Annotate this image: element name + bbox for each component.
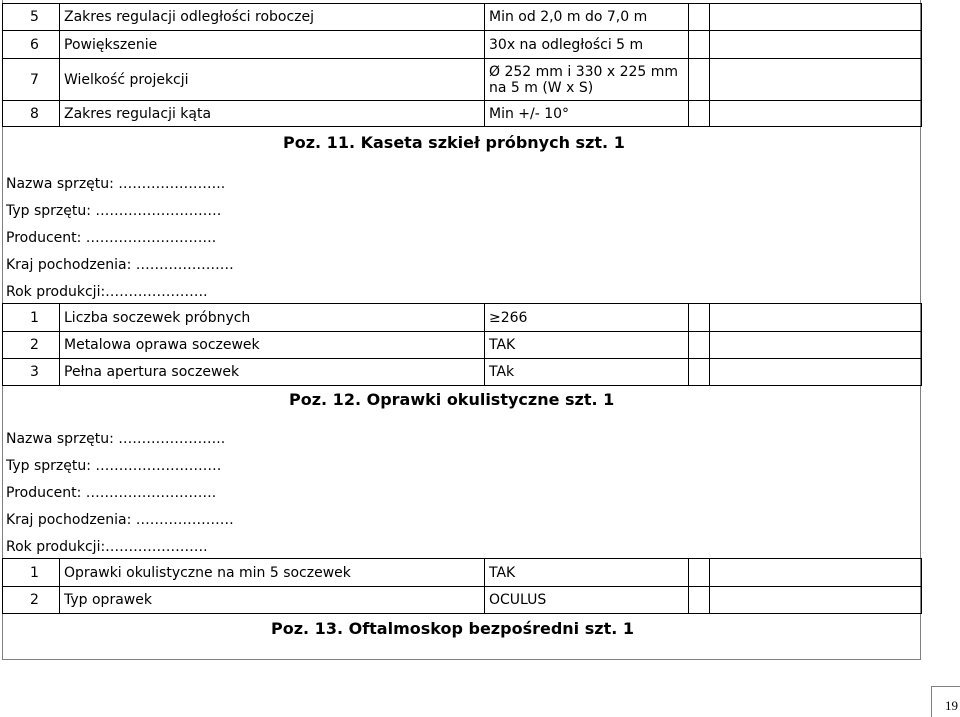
row-value: [485, 304, 689, 332]
empty-cell: [710, 304, 922, 332]
row-number: 6: [3, 31, 60, 59]
equipment-form: [6, 171, 234, 306]
field-equipment-type: Typ sprzętu: ………………………: [6, 203, 222, 219]
table-row: [3, 59, 922, 101]
table-row: [3, 31, 922, 59]
field-country-of-origin: Kraj pochodzenia: …………………: [6, 257, 234, 273]
empty-cell: [689, 559, 710, 587]
empty-cell: [689, 332, 710, 359]
row-description: Wielkość projekcji: [60, 59, 485, 101]
field-equipment-type: Typ sprzętu: ………………………: [6, 458, 222, 474]
spec-table-top: [2, 3, 922, 127]
table-row: [3, 101, 922, 127]
empty-cell: [689, 59, 710, 101]
row-description: Oprawki okulistyczne na min 5 soczewek: [60, 559, 485, 587]
row-description: Pełna apertura soczewek: [60, 359, 485, 386]
table-row: [3, 559, 922, 587]
row-number: 2: [3, 587, 60, 614]
row-value: Min od 2,0 m do 7,0 m: [485, 4, 689, 31]
field-equipment-name: Nazwa sprzętu: …………………..: [6, 176, 226, 192]
row-description: Zakres regulacji odległości roboczej: [60, 4, 485, 31]
page-number: 19: [945, 698, 958, 713]
table-row: [3, 4, 922, 31]
row-number: 1: [3, 559, 60, 587]
row-number: 5: [3, 4, 60, 31]
row-value: OCULUS: [485, 587, 689, 614]
row-value: Min +/- 10°: [485, 101, 689, 127]
row-description: Zakres regulacji kąta: [60, 101, 485, 127]
field-manufacturer: Producent: ……………………….: [6, 230, 217, 246]
section-title: Poz. 12. Oprawki okulistyczne szt. 1: [289, 390, 615, 409]
equipment-form: [6, 426, 234, 561]
table-row: [3, 304, 922, 332]
empty-cell: [710, 59, 922, 101]
row-number: 1: [3, 304, 60, 332]
field-production-year: Rok produkcji:………………….: [6, 539, 208, 555]
row-description: Powiększenie: [60, 31, 485, 59]
row-number: 8: [3, 101, 60, 127]
row-number: 2: [3, 332, 60, 359]
row-number: 7: [3, 59, 60, 101]
row-number: 3: [3, 359, 60, 386]
gte-symbol: ≥: [489, 309, 501, 326]
row-value-text: 266: [500, 309, 528, 326]
empty-cell: [710, 559, 922, 587]
table-row: [3, 359, 922, 386]
row-value: 30x na odległości 5 m: [485, 31, 689, 59]
empty-cell: [710, 587, 922, 614]
empty-cell: [689, 4, 710, 31]
empty-cell: [710, 332, 922, 359]
empty-cell: [710, 4, 922, 31]
field-manufacturer: Producent: ……………………….: [6, 485, 217, 501]
row-value: TAK: [485, 332, 689, 359]
row-value-line: na 5 m (W x S): [489, 79, 594, 96]
spec-table-12: [2, 558, 922, 614]
empty-cell: [689, 31, 710, 59]
empty-cell: [689, 359, 710, 386]
empty-cell: [710, 101, 922, 127]
row-value: [485, 59, 689, 101]
empty-cell: [710, 31, 922, 59]
empty-cell: [710, 359, 922, 386]
row-value-line: Ø 252 mm i 330 x 225 mm: [489, 63, 679, 80]
empty-cell: [689, 587, 710, 614]
row-description: Typ oprawek: [60, 587, 485, 614]
empty-cell: [689, 304, 710, 332]
row-description: Liczba soczewek próbnych: [60, 304, 485, 332]
table-row: [3, 332, 922, 359]
spec-table-11: [2, 303, 922, 386]
table-row: [3, 587, 922, 614]
field-equipment-name: Nazwa sprzętu: …………………..: [6, 431, 226, 447]
row-description: Metalowa oprawa soczewek: [60, 332, 485, 359]
empty-cell: [689, 101, 710, 127]
section-title: Poz. 13. Oftalmoskop bezpośredni szt. 1: [271, 619, 634, 638]
section-title: Poz. 11. Kaseta szkieł próbnych szt. 1: [283, 133, 625, 152]
field-production-year: Rok produkcji:………………….: [6, 284, 208, 300]
row-value: TAk: [485, 359, 689, 386]
field-country-of-origin: Kraj pochodzenia: …………………: [6, 512, 234, 528]
row-value: TAK: [485, 559, 689, 587]
